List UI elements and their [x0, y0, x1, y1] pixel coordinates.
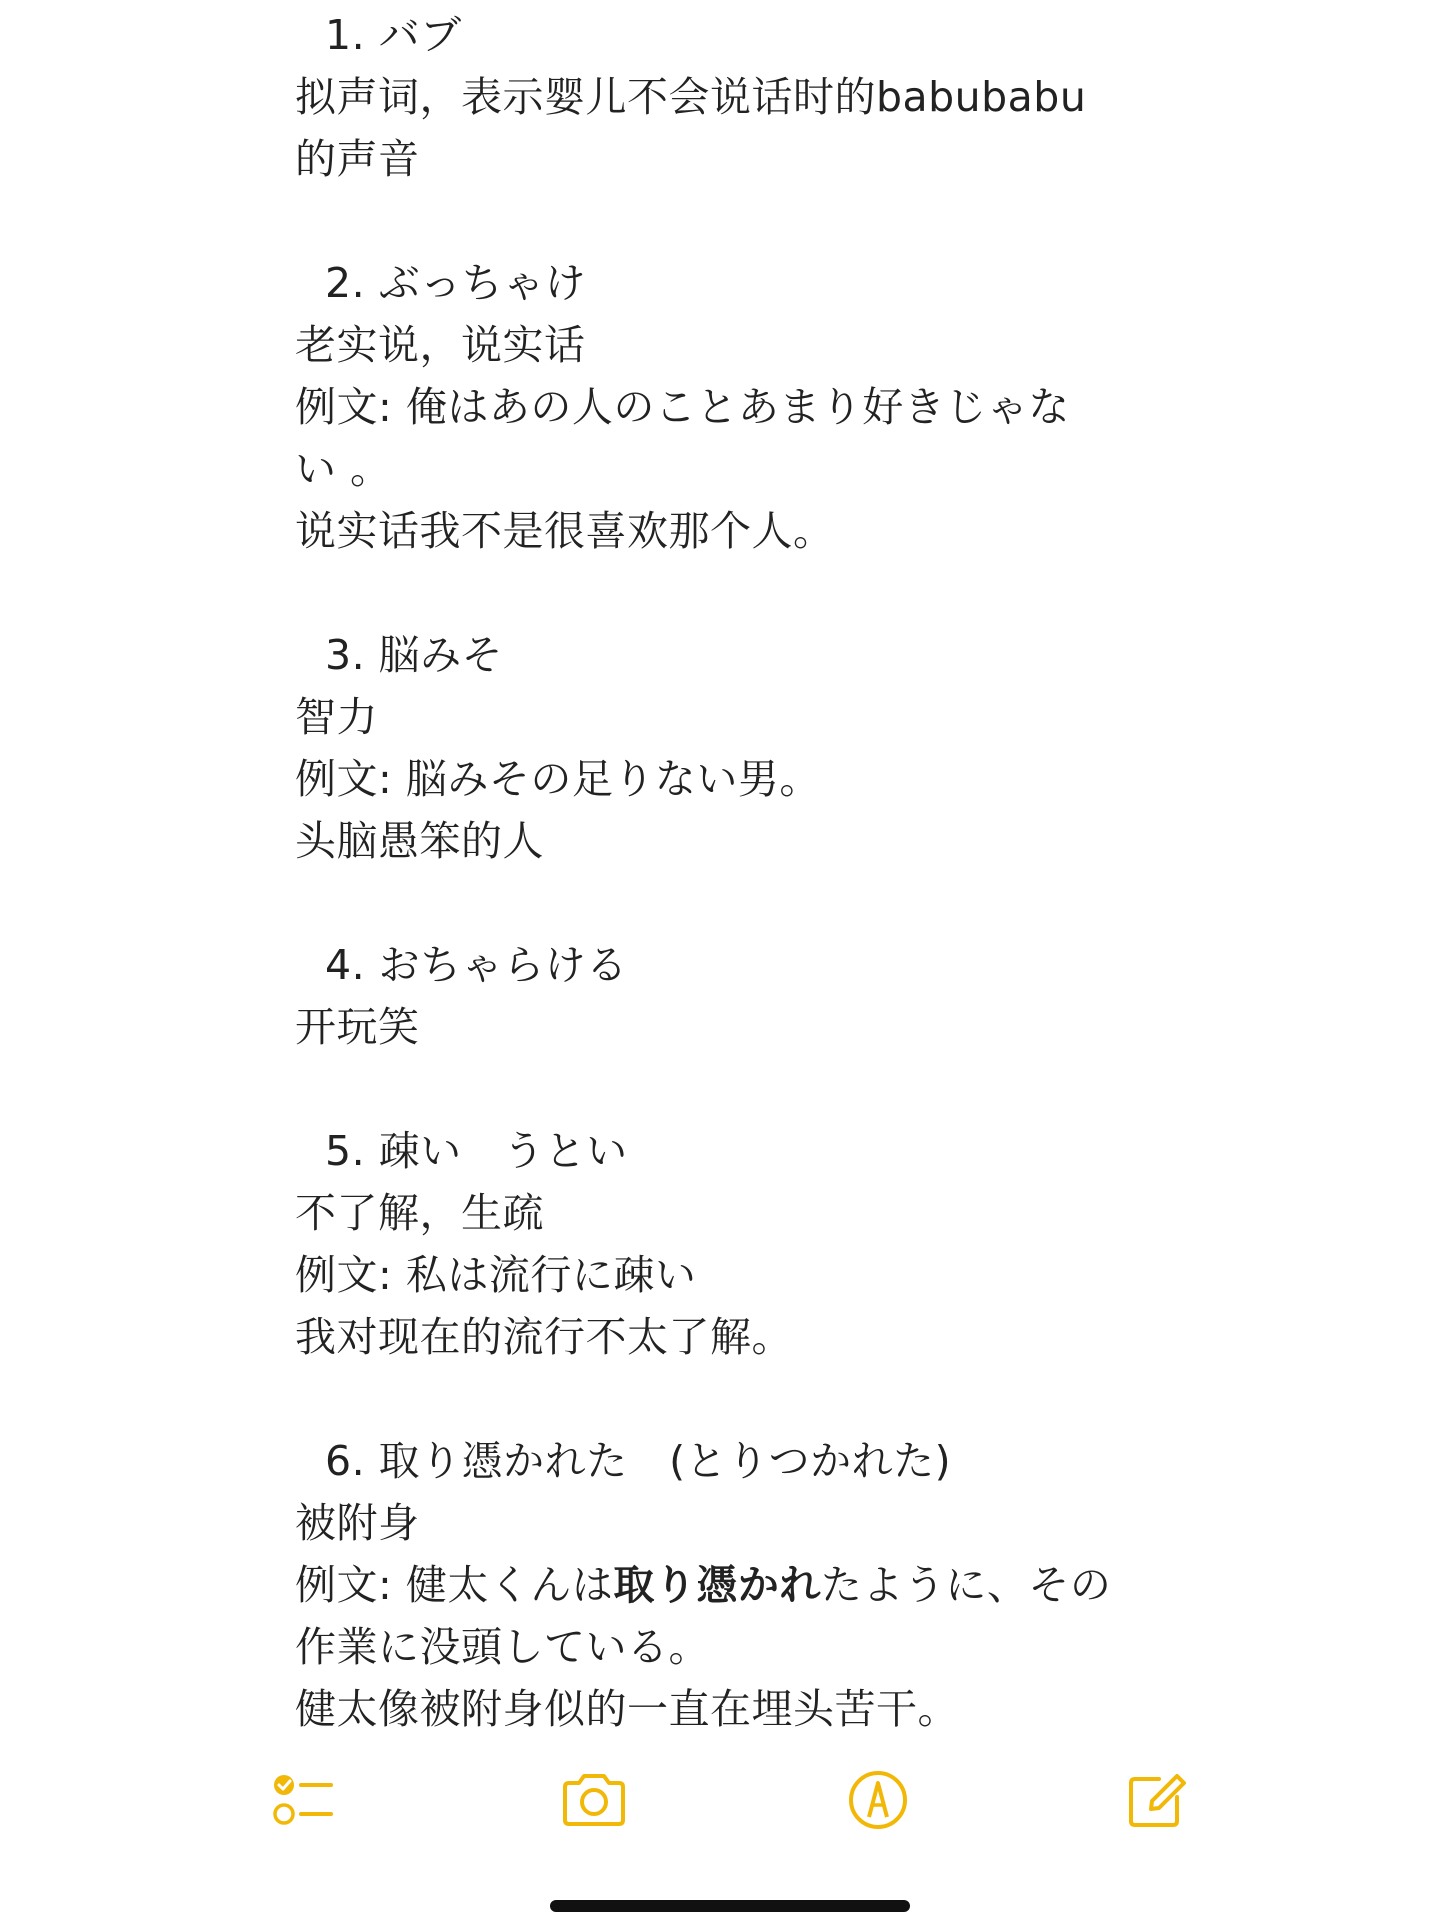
compose-button[interactable]: [1116, 1760, 1196, 1840]
checklist-icon: [269, 1765, 339, 1835]
example-prefix: 例文: 健太くんは: [295, 1561, 614, 1609]
blank-line: [295, 1058, 1175, 1120]
entry-heading: 1. バブ: [325, 11, 462, 59]
entry-heading: 6. 取り憑かれた (とりつかれた): [325, 1437, 952, 1485]
entry-line: 拟声词，表示婴儿不会说话时的babubabu: [295, 73, 1087, 121]
entry-heading: 2. ぶっちゃけ: [325, 259, 587, 307]
entry-heading: 3. 脳みそ: [325, 631, 504, 679]
entry-line: 开玩笑: [295, 1003, 420, 1051]
bold-phrase: 取り憑かれ: [613, 1561, 821, 1609]
camera-icon: [557, 1765, 631, 1835]
entry-line: 作業に没頭している。: [295, 1623, 710, 1671]
bottom-toolbar: [0, 1760, 1440, 1840]
blank-line: [295, 190, 1175, 252]
camera-button[interactable]: [554, 1760, 634, 1840]
entry-line: 老实说，说实话: [295, 321, 586, 369]
entry-line: 例文: 私は流行に疎い: [295, 1251, 697, 1299]
entry-line: 健太像被附身似的一直在埋头苦干。: [295, 1685, 959, 1733]
entry-line: 我对现在的流行不太了解。: [295, 1313, 793, 1361]
entry-line: 的声音: [295, 135, 420, 183]
entry-line: い 。: [295, 445, 392, 493]
compose-icon: [1121, 1765, 1191, 1835]
entry-line: 被附身: [295, 1499, 420, 1547]
home-indicator[interactable]: [550, 1900, 910, 1912]
entry-line: 例文: 俺はあの人のことあまり好きじゃな: [295, 383, 1070, 431]
entry-heading: 5. 疎い うとい: [325, 1127, 628, 1175]
example-line: [295, 1554, 1175, 1616]
entry-line: 说实话我不是很喜欢那个人。: [295, 507, 835, 555]
entry-heading: 4. おちゃらける: [325, 941, 628, 989]
blank-line: [295, 562, 1175, 624]
blank-line: [295, 872, 1175, 934]
entry-line: 不了解，生疏: [295, 1189, 544, 1237]
markup-button[interactable]: [838, 1760, 918, 1840]
markup-pen-icon: [843, 1765, 913, 1835]
blank-line: [295, 1368, 1175, 1430]
note-body[interactable]: [295, 4, 1175, 1740]
entry-line: 头脑愚笨的人: [295, 817, 544, 865]
entry-line: 例文: 脳みその足りない男。: [295, 755, 821, 803]
entry-line: 智力: [295, 693, 378, 741]
checklist-button[interactable]: [264, 1760, 344, 1840]
example-suffix: たように、その: [820, 1561, 1112, 1609]
